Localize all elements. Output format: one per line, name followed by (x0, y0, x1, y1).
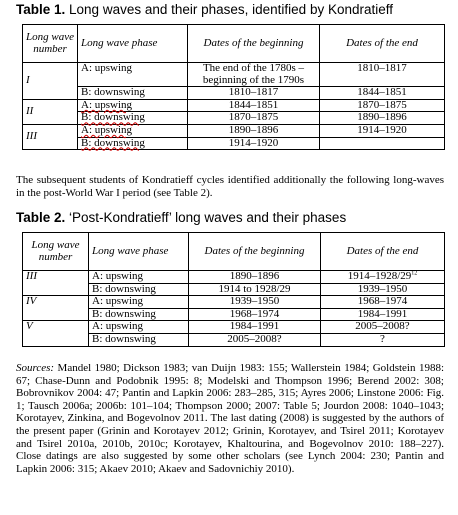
table1-end-cell (320, 137, 445, 150)
table1-phase-cell (78, 124, 188, 137)
table1-end-cell: 1914–1920 (320, 124, 445, 137)
table1-wave-number: I (23, 63, 78, 100)
table1 (22, 24, 445, 150)
table1-phase-cell (78, 99, 188, 112)
table1-phase-text: A: upswing (81, 98, 133, 111)
table2-phase-cell: A: upswing (89, 321, 189, 334)
table2-end-cell: 1984–1991 (321, 308, 445, 321)
table1-end-cell: 1844–1851 (320, 87, 445, 100)
table1-phase-cell: A: upswing (78, 63, 188, 87)
table1-label: Table 1. (16, 2, 66, 17)
table1-header-number: Long wave number (23, 25, 78, 63)
table1-wave-number: II (23, 99, 78, 124)
table1-phase-text: A: upswing (81, 123, 133, 136)
table2-end-cell: 1939–1950 (321, 283, 445, 296)
table2-header-number: Long wave number (23, 233, 89, 271)
table2-phase-cell: A: upswing (89, 271, 189, 284)
table1-begin-cell: The end of the 1780s – beginning of the 1790s (188, 63, 320, 87)
table1-phase-cell (78, 137, 188, 150)
table-row (23, 137, 445, 150)
sources-text: Mandel 1980; Dickson 1983; van Duijn 1983: 155; Wallerstein 1984; Goldstein 1988: 67; Chase-Dunn and Podobnik 1995: 8; Modelski and Thompson 1996; Berend 2002: 308; Bobrovnikov 2004: 47; Pantin and Lapkin 2006: 283–285, 315; Ayres 2006; Linstone 2006: Fig. 1; Tausch 2006a; 2006b: 101–104; Thompson 2000; 2007: Table 5; Jourdon 2008: 1040–1043; Korotayev, Zinkina, and Bogevolnov 2011. The last dating (2008) is suggested by the authors of the present paper (Grinin and Korotayev 2012; Grinin, Korotayev, and Tsirel 2011; Korotayev and Tsirel 2010a, 2010b, 2010c; Korotayev, Khaltourina, and Bogevolnov 2010: 188–227). Close datings are also suggested by some other scholars (see Lynch 2004: 230; Pantin and Lapkin 2006: 315; Akaev 2010; Akaev and Sadovnichiy 2010). (16, 362, 444, 475)
table-row (23, 99, 445, 112)
table2-end-cell (321, 271, 445, 284)
table2-begin-cell: 1984–1991 (189, 321, 321, 334)
table1-end-cell: 1810–1817 (320, 63, 445, 87)
table1-header-begin: Dates of the beginning (188, 25, 320, 63)
table2-begin-cell: 1914 to 1928/29 (189, 283, 321, 296)
table1-begin-cell: 1844–1851 (188, 99, 320, 112)
table1-header-end: Dates of the end (320, 25, 445, 63)
footnote-marker: 12 (411, 270, 418, 277)
table2-header-row (23, 233, 445, 271)
table-row (23, 87, 445, 100)
table2 (22, 232, 445, 347)
table1-phase-text: B: downswing (81, 111, 145, 124)
table-row (23, 63, 445, 87)
table2-label: Table 2. (16, 210, 66, 225)
table2-phase-cell: B: downswing (89, 283, 189, 296)
table2-begin-cell: 1890–1896 (189, 271, 321, 284)
table2-header-begin: Dates of the beginning (189, 233, 321, 271)
table1-begin-cell: 1870–1875 (188, 112, 320, 125)
table1-phase-cell (78, 112, 188, 125)
table2-end-text: 1914–1928/29 (347, 270, 412, 282)
table1-header-phase: Long wave phase (78, 25, 188, 63)
table-row (23, 271, 445, 284)
table-row (23, 321, 445, 334)
table1-caption (16, 2, 393, 17)
table1-header-row (23, 25, 445, 63)
table1-phase-cell: B: downswing (78, 87, 188, 100)
table1-begin-cell: 1890–1896 (188, 124, 320, 137)
sources-label: Sources: (16, 362, 55, 374)
table2-end-cell: ? (321, 333, 445, 346)
body-paragraph: The subsequent students of Kondratieff cycles identified additionally the following long-waves in the post-World War I period (see Table 2). (16, 174, 444, 199)
table1-begin-cell: 1914–1920 (188, 137, 320, 150)
table1-wave-number: III (23, 124, 78, 149)
table2-caption (16, 210, 346, 225)
table2-wave-number: IV (23, 296, 89, 321)
table2-header-phase: Long wave phase (89, 233, 189, 271)
table2-phase-cell: B: downswing (89, 308, 189, 321)
table1-title: Long waves and their phases, identified by Kondratieff (65, 2, 393, 17)
table1-end-cell: 1870–1875 (320, 99, 445, 112)
sources-paragraph (16, 362, 444, 475)
table1-phase-text: B: downswing (81, 136, 145, 149)
table2-end-cell: 1968–1974 (321, 296, 445, 309)
table2-phase-cell: B: downswing (89, 333, 189, 346)
table2-end-cell: 2005–2008? (321, 321, 445, 334)
table1-begin-cell: 1810–1817 (188, 87, 320, 100)
table2-wave-number: III (23, 271, 89, 296)
table-row (23, 124, 445, 137)
table-row (23, 296, 445, 309)
table2-phase-cell: A: upswing (89, 296, 189, 309)
table-row (23, 112, 445, 125)
table2-header-end: Dates of the end (321, 233, 445, 271)
table2-title: ‘Post-Kondratieff’ long waves and their phases (65, 210, 347, 225)
table1-end-cell: 1890–1896 (320, 112, 445, 125)
table2-begin-cell: 1968–1974 (189, 308, 321, 321)
table2-wave-number: V (23, 321, 89, 346)
table2-begin-cell: 1939–1950 (189, 296, 321, 309)
table2-begin-cell: 2005–2008? (189, 333, 321, 346)
